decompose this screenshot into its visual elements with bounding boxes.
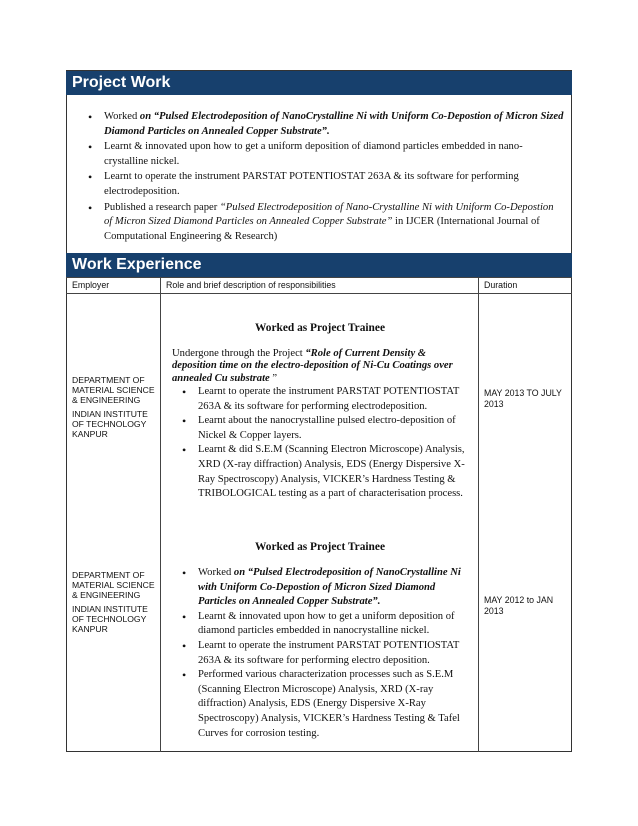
project-work-list [86, 110, 564, 245]
list-item: • Learnt & innovated upon how to get a uniform deposition of diamond particles embedded in nano-crystalline nickel. [86, 140, 564, 169]
table-col-divider [478, 277, 479, 752]
table-top-rule [66, 277, 572, 278]
responsibility-list [178, 385, 474, 502]
role-title: Worked as Project Trainee [254, 541, 386, 553]
list-item: • Worked on “Pulsed Electrodeposition of NanoCrystalline Ni with Uniform Co-Depostion of Micron Sized Diamond Particles on Annealed Copper Substrate”. [86, 110, 564, 139]
employer-department: DEPARTMENT OF MATERIAL SCIENCE & ENGINEERING [72, 375, 155, 406]
table-header-rule [66, 293, 572, 294]
project-work-header: Project Work [66, 71, 572, 95]
role-column-header: Role and brief description of responsibilities [166, 280, 336, 290]
duration-cell: MAY 2013 TO JULY 2013 [484, 388, 562, 409]
responsibility-list [178, 566, 474, 741]
employer-cell [72, 570, 158, 637]
list-item: • Performed various characterization processes such as S.E.M (Scanning Electron Microscope) Analysis, XRD (X-ray diffraction) Analysis, EDS (Energy Dispersive X-Ray Spectroscopy) Analysis, VICKER’s Hardness Testing & Tafel Curves for corrosion testing. [178, 668, 474, 741]
work-experience-header: Work Experience [66, 253, 572, 277]
role-title: Worked as Project Trainee [254, 322, 386, 334]
list-item: • Learnt to operate the instrument PARSTAT POTENTIOSTAT 263A & its software for performing electrodeposition. [178, 385, 474, 414]
role-intro: Undergone through the Project “Role of Current Density & deposition time on the electro-deposition of Ni-Cu Coatings over annealed Cu substrate ” [172, 348, 453, 384]
table-col-divider [160, 277, 161, 752]
employer-cell [72, 375, 158, 442]
list-item: • Learnt to operate the instrument PARSTAT POTENTIOSTAT 263A & its software for performing electro deposition. [178, 639, 474, 668]
employer-institute: INDIAN INSTITUTE OF TECHNOLOGY KANPUR [72, 408, 148, 440]
list-item: • Learnt & did S.E.M (Scanning Electron Microscope) Analysis, XRD (X-ray diffraction) Analysis, EDS (Energy Dispersive X-Ray Spectroscopy) Analysis, VICKER’s Hardness Testing & TRIBOLOGICAL testing as a part of characterisation process. [178, 443, 474, 501]
duration-cell: MAY 2012 to JAN 2013 [484, 595, 554, 616]
list-item: • Worked on “Pulsed Electrodeposition of NanoCrystalline Ni with Uniform Co-Depostion of Micron Sized Diamond Particles on Annealed Copper Substrate”. [178, 566, 474, 610]
employer-institute: INDIAN INSTITUTE OF TECHNOLOGY KANPUR [72, 603, 148, 635]
list-item: • Learnt to operate the instrument PARSTAT POTENTIOSTAT 263A & its software for performing electrodeposition. [86, 170, 564, 199]
list-item: • Published a research paper “Pulsed Electrodeposition of Nano-Crystalline Ni with Uniform Co-Depostion of Micron Sized Diamond Particles on Annealed Copper Substrate” in IJCER (International Journal of Computational Engineering & Research) [86, 201, 564, 245]
employer-department: DEPARTMENT OF MATERIAL SCIENCE & ENGINEERING [72, 570, 155, 601]
duration-column-header: Duration [484, 280, 518, 290]
list-item: • Learnt about the nanocrystalline pulsed electro-deposition of Nickel & Copper layers. [178, 414, 474, 443]
list-item: • Learnt & innovated upon how to get a uniform deposition of diamond particles embedded in nanocrystalline nickel. [178, 610, 474, 639]
employer-column-header: Employer [72, 280, 110, 290]
